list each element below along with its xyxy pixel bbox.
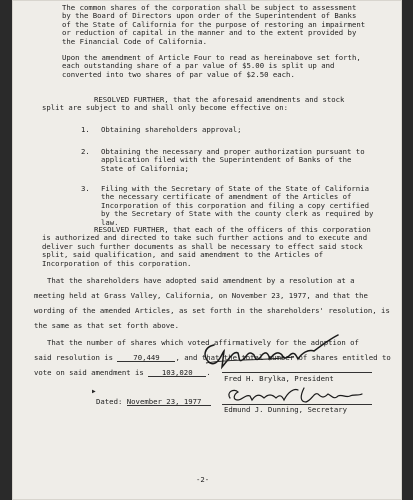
shares-line-prefix: vote on said amendment is: [34, 368, 144, 377]
shares-line: That the number of shares which voted affirmatively for the adoption of: [47, 338, 359, 347]
document-page: [12, 0, 402, 500]
president-signature-line: [222, 372, 372, 373]
intro-paragraph: The common shares of the corporation shall be subject to assessment by the Board of Directors upon order of the Superintendent of Banks of the State of California for the purpose of restoring an impairment or reduction of capital in the manner and to the extent provided by the Financial Code of California.: [62, 3, 366, 46]
amendment-paragraph: Upon the amendment of Article Four to read as hereinabove set forth, each outstanding share of a par value of $5.00 is split up and converted into two shares of par value of $2.50 each.: [62, 53, 361, 79]
condition-item: Filing with the Secretary of State of the State of California the necessary certificate of amendment of the Articles of Incorporation of this corporation and filing a copy certified by the Secretary of State with the county clerk as required by law.: [101, 184, 374, 227]
president-name: Fred H. Brylka, President: [224, 374, 334, 383]
shares-total-value: 103,020: [148, 369, 206, 377]
condition-number: 2.: [81, 147, 90, 156]
shareholders-line: meeting held at Grass Valley, California, on November 23, 1977, and that the: [34, 291, 368, 300]
secretary-name: Edmund J. Dunning, Secretary: [224, 405, 348, 414]
shares-line-prefix: said resolution is: [34, 353, 114, 362]
mark-symbol: ▶: [92, 388, 96, 395]
condition-number: 1.: [81, 125, 90, 134]
shareholders-line: wording of the amended Articles, as set forth in the shareholders' resolution, is: [34, 306, 390, 315]
shareholders-line: the same as that set forth above.: [34, 321, 179, 330]
shares-line-suffix: .: [206, 368, 211, 377]
shareholders-line: That the shareholders have adopted said amendment by a resolution at a: [47, 276, 355, 285]
shares-line-mid: , and that the total number of shares entitled to: [175, 353, 391, 362]
president-signature: [198, 333, 338, 373]
shares-line: [34, 369, 211, 377]
page-number: -2-: [196, 475, 210, 484]
dated-label: Dated:: [96, 397, 123, 406]
shares-voted-value: 70,449: [117, 354, 175, 362]
condition-number: 3.: [81, 184, 90, 193]
dated-value: November 23, 1977: [127, 398, 211, 406]
condition-item: Obtaining the necessary and proper authorization pursuant to application filed with the Superintendent of Banks of the State of California;: [101, 147, 365, 173]
dated-line: [96, 398, 211, 406]
condition-item: Obtaining shareholders approval;: [101, 125, 242, 134]
resolved-paragraph-1: RESOLVED FURTHER, that the aforesaid amendments and stock split are subject to and shall only become effective on:: [42, 95, 345, 113]
resolved-paragraph-2: RESOLVED FURTHER, that each of the officers of this corporation is authorized and directed to take such further actions and to execute and deliver such further documents as shall be necessary to effect said stock split, said qualification, and said amendment to the Articles of Incorporation of this corporation.: [42, 225, 371, 268]
